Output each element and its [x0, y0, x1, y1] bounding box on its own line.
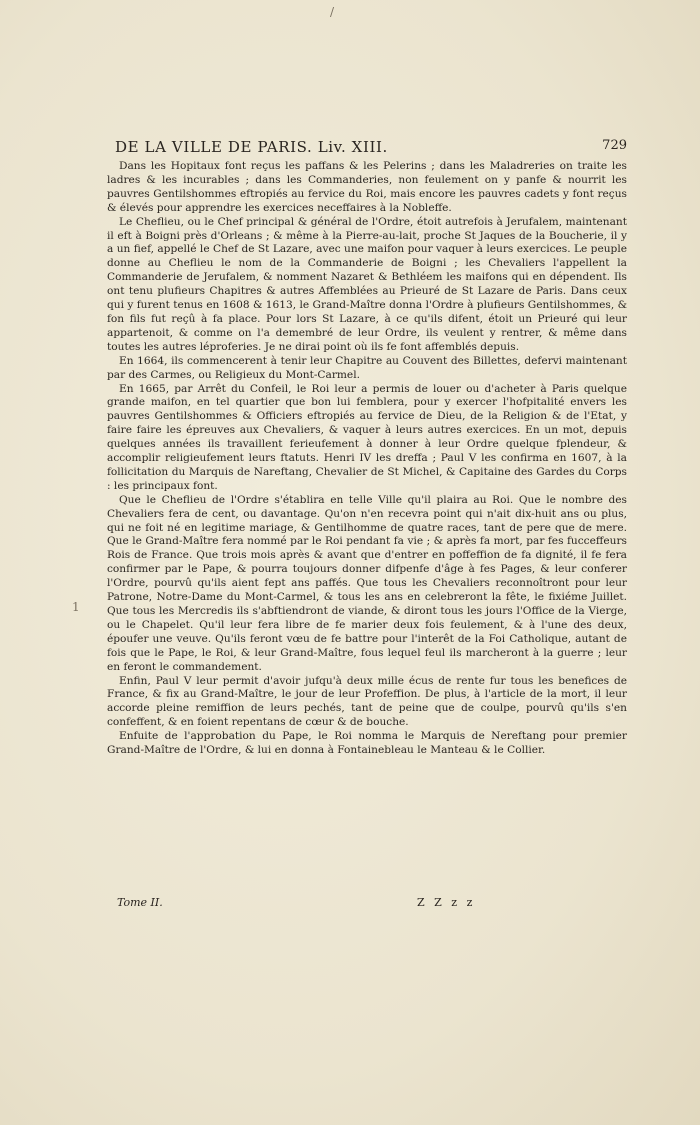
- margin-mark-top: /: [330, 5, 335, 19]
- paragraph: En 1665, par Arrêt du Confeil, le Roi leur a permis de louer ou d'acheter à Paris quelque grande maifon, en tel quartier que bon lui femblera, pour y exercer l'hofpitalité envers les pauvres Gentilshommes & Officiers eftropiés au fervice de Dieu, de la Religion & de l'Etat, y faire faire les épreuves aux Chevaliers, & vaquer à leurs autres exercices. En un mot, depuis quelques années ils travaillent ferieufement à donner à leur Ordre quelque fplendeur, & accomplir religieufement leurs ftatuts. Henri IV les dreffa ; Paul V les confirma en 1607, à la follicitation du Marquis de Nareftang, Chevalier de St Michel, & Capitaine des Gardes du Corps : les principaux font.: [107, 382, 627, 492]
- running-title: DE LA VILLE DE PARIS. Liv. XIII.: [115, 138, 388, 156]
- paragraph: Que le Cheflieu de l'Ordre s'établira en telle Ville qu'il plaira au Roi. Que le nombre des Chevaliers fera de cent, ou davantage. Qu'on n'en recevra point qui n'ait dix-huit ans ou plus, qui ne foit né en legitime mariage, & Gentilhomme de quatre races, tant de pere que de mere. Que le Grand-Maître fera nommé par le Roi pendant fa vie ; & après fa mort, par fes fucceffeurs Rois de France. Que trois mois après & avant que d'entrer en poffeffion de fa dignité, il fe fera confirmer par le Pape, & pourra toujours donner difpenfe d'âge à fes Pages, & leur conferer l'Ordre, pourvû qu'ils aient fept ans paffés. Que tous les Chevaliers reconnoîtront pour leur Patrone, Notre-Dame du Mont-Carmel, & tous les ans en celebreront la fête, le fixiéme Juillet. Que tous les Mercredis ils s'abftiendront de viande, & diront tous les jours l'Office de la Vierge, ou le Chapelet. Qu'il leur fera libre de fe marier deux fois feulement, & à l'une des deux, épоufer une veuve. Qu'ils feront vœu de fe battre pour l'interêt de la Foi Catholique, autant de fois que le Pape, le Roi, & leur Grand-Maître, fous lequel feul ils marcheront à la guerre ; leur en feront le commandement.: [107, 493, 627, 673]
- volume-label: Tome II.: [117, 896, 163, 909]
- page-footer: [117, 896, 627, 914]
- paragraph: En 1664, ils commencerent à tenir leur Chapitre au Couvent des Billettes, defervi maintenant par des Carmes, ou Religieux du Mont-Carmel.: [107, 354, 627, 381]
- paragraph: Le Cheflieu, ou le Chef principal & général de l'Ordre, étoit autrefois à Jerufalem, maintenant il eft à Boigni près d'Orleans ; & même à la Pierre-au-lait, proche St Jaques de la Boucherie, il y a un fief, appellé le Chef de St Lazare, avec une maifon pour vaquer à leurs exercices. Le peuple donne au Cheflieu le nom de la Commanderie de Boigni ; les Chevaliers l'appellent la Commanderie de Jerufalem, & nomment Nazaret & Bethléem les maifons qui en dépendent. Ils ont tenu plufieurs Chapitres & autres Affemblées au Prieuré de St Lazare de Paris. Dans ceux qui y furent tenus en 1608 & 1613, le Grand-Maître donna l'Ordre à plufieurs Gentilshommes, & fon fils fut reçû à fa place. Pour lors St Lazare, à ce qu'ils difent, étoit un Prieuré qui leur appartenoit, & comme on l'a demembré de leur Ordre, ils veulent y rentrer, & même dans toutes les autres léproferies. Je ne dirai point où ils fe font affemblés depuis.: [107, 215, 627, 353]
- paragraph: Dans les Hopitaux font reçus les paffans & les Pelerins ; dans les Maladreries on traite les ladres & les incurables ; dans les Commanderies, non feulement on y panfe & nourrit les pauvres Gentilshommes eftropiés au fervice du Roi, mais encore les pauvres cadets y font reçus & élevés pour apprendre les exercices neceffaires à la Nobleffe.: [107, 160, 627, 214]
- paragraph: Enfuite de l'approbation du Pape, le Roi nomma le Marquis de Nereftang pour premier Grand-Maître de l'Ordre, & lui en donna à Fontainebleau le Manteau & le Collier.: [107, 730, 627, 757]
- body-text: [107, 160, 627, 758]
- page-number: 729: [602, 138, 627, 153]
- page-header: [107, 138, 627, 158]
- margin-mark-left: 1: [72, 600, 80, 614]
- paragraph: Enfin, Paul V leur permit d'avoir jufqu'à deux mille écus de rente fur tous les benefices de France, & fix au Grand-Maître, le jour de leur Profeffion. De plus, à l'article de la mort, il leur accorde pleine remiffion de leurs pechés, tant de peine que de coulpe, pourvû qu'ils s'en confeffent, & en foient repentans de cœur & de bouche.: [107, 674, 627, 729]
- signature-mark: Z Z z z: [417, 896, 476, 909]
